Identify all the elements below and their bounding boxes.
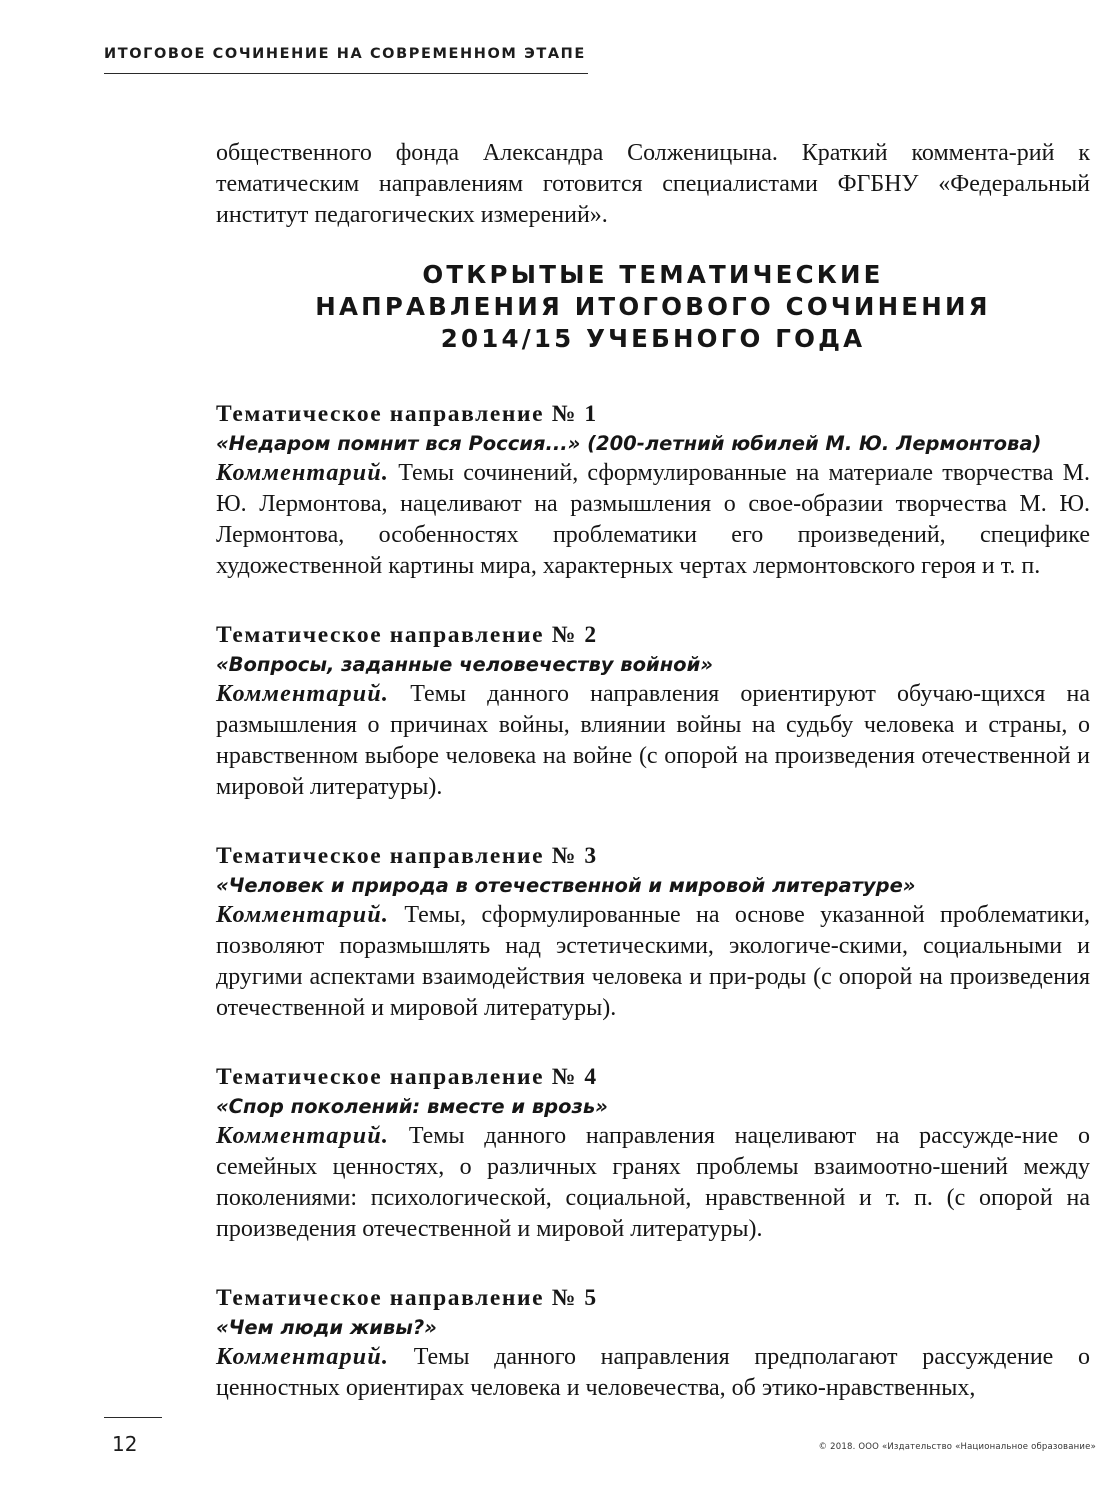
page-number: 12 bbox=[112, 1432, 138, 1456]
direction-topic: «Чем люди живы?» bbox=[216, 1316, 437, 1339]
footer-rule bbox=[104, 1417, 162, 1418]
thematic-direction-2 bbox=[216, 620, 1090, 803]
direction-comment bbox=[216, 1121, 1090, 1245]
page-content bbox=[216, 138, 1090, 1404]
comment-label: Комментарий. bbox=[216, 681, 390, 707]
direction-heading: Тематическое направление № 4 bbox=[216, 1064, 598, 1090]
comment-text: Темы данного направления нацеливают на рассужде-ние о семейных ценностях, о различных гранях проблемы взаимоотно-шений между поколениями: психологической, социальной, нравственной и т. п. (с опорой на произведения отечественной и мировой литературы). bbox=[216, 1123, 1091, 1242]
comment-text: Темы данного направления ориентируют обучаю-щихся на размышления о причинах войны, влиянии войны на судьбу человека и страны, о нравственном выборе человека на войне (с опорой на произведения отечественной и мировой литературы). bbox=[216, 681, 1091, 800]
thematic-direction-4 bbox=[216, 1062, 1090, 1245]
intro-paragraph: общественного фонда Александра Солженицына. Краткий коммента-рий к тематическим направлениям готовится специалистами ФГБНУ «Федеральный институт педагогических измерений». bbox=[216, 140, 1090, 228]
comment-label: Комментарий. bbox=[216, 460, 390, 486]
comment-label: Комментарий. bbox=[216, 1344, 390, 1370]
comment-text: Темы данного направления предполагают рассуждение о ценностных ориентирах человека и человечества, об этико-нравственных, bbox=[216, 1344, 1090, 1401]
section-title bbox=[216, 259, 1090, 355]
direction-heading: Тематическое направление № 5 bbox=[216, 1285, 598, 1311]
direction-topic: «Недаром помнит вся Россия...» (200-летний юбилей М. Ю. Лермонтова) bbox=[216, 432, 1042, 455]
direction-heading: Тематическое направление № 2 bbox=[216, 622, 598, 648]
direction-comment bbox=[216, 679, 1090, 803]
section-title-line-1: ОТКРЫТЫЕ ТЕМАТИЧЕСКИЕ bbox=[422, 260, 884, 289]
thematic-direction-5 bbox=[216, 1283, 1090, 1404]
comment-label: Комментарий. bbox=[216, 902, 390, 928]
thematic-direction-1 bbox=[216, 399, 1090, 582]
direction-heading: Тематическое направление № 3 bbox=[216, 843, 598, 869]
comment-label: Комментарий. bbox=[216, 1123, 390, 1149]
direction-heading: Тематическое направление № 1 bbox=[216, 401, 598, 427]
direction-topic: «Спор поколений: вместе и врозь» bbox=[216, 1095, 608, 1118]
direction-topic: «Человек и природа в отечественной и мировой литературе» bbox=[216, 874, 916, 897]
section-title-line-2: НАПРАВЛЕНИЯ ИТОГОВОГО СОЧИНЕНИЯ bbox=[315, 292, 991, 321]
running-head-title: ИТОГОВОЕ СОЧИНЕНИЕ НА СОВРЕМЕННОМ ЭТАПЕ bbox=[104, 46, 586, 62]
direction-comment bbox=[216, 1342, 1090, 1404]
comment-text: Темы сочинений, сформулированные на материале творчества М. Ю. Лермонтова, нацеливают на размышления о свое-образии творчества М. Ю. Лермонтова, особенностях проблематики его произведений, специфике художественной картины мира, характерных чертах лермонтовского героя и т. п. bbox=[216, 460, 1090, 579]
direction-topic: «Вопросы, заданные человечеству войной» bbox=[216, 653, 713, 676]
direction-comment bbox=[216, 458, 1090, 582]
running-head-rule bbox=[104, 73, 588, 74]
comment-text: Темы, сформулированные на основе указанной проблематики, позволяют поразмышлять над эстетическими, экологиче-скими, социальными и другими аспектами взаимодействия человека и при-роды (с опорой на произведения отечественной и мировой литературы). bbox=[216, 902, 1090, 1021]
direction-comment bbox=[216, 900, 1090, 1024]
thematic-direction-3 bbox=[216, 841, 1090, 1024]
copyright-notice: © 2018. ООО «Издательство «Национальное образование» bbox=[818, 1442, 1096, 1452]
section-title-line-3: 2014/15 УЧЕБНОГО ГОДА bbox=[440, 324, 866, 353]
